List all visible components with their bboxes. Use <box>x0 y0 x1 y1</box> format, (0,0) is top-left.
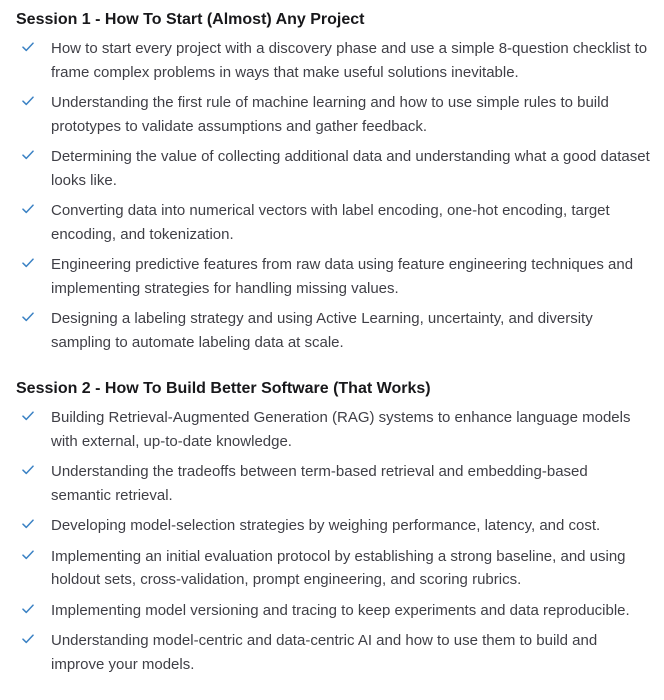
list-item-text: Designing a labeling strategy and using Active Learning, uncertainty, and diversity sampling to automate labeling data at scale. <box>51 310 593 351</box>
session-1 <box>16 8 650 354</box>
list-item <box>16 253 650 300</box>
list-item-text: Determining the value of collecting additional data and understanding what a good dataset looks like. <box>51 148 650 189</box>
list-item <box>16 91 650 138</box>
list-item-text: Understanding the first rule of machine learning and how to use simple rules to build prototypes to validate assumptions and gather feedback. <box>51 94 609 135</box>
check-icon <box>22 461 36 481</box>
check-icon <box>22 38 36 58</box>
session-item-list <box>16 406 650 676</box>
list-item <box>16 545 650 592</box>
list-item <box>16 599 650 623</box>
list-item-text: Developing model-selection strategies by weighing performance, latency, and cost. <box>51 517 601 534</box>
session-title: Session 2 - How To Build Better Software (That Works) <box>16 380 431 397</box>
list-item-text: Implementing an initial evaluation protocol by establishing a strong baseline, and using holdout sets, cross-validation, prompt engineering, and scoring rubrics. <box>51 547 626 588</box>
list-item <box>16 514 650 538</box>
list-item-text: Building Retrieval-Augmented Generation (RAG) systems to enhance language models with external, up-to-date knowledge. <box>51 409 631 450</box>
check-icon <box>22 146 36 166</box>
list-item-text: How to start every project with a discovery phase and use a simple 8-question checklist to frame complex problems in ways that make useful solutions inevitable. <box>51 40 648 81</box>
list-item <box>16 199 650 246</box>
check-icon <box>22 407 36 427</box>
check-icon <box>22 546 36 566</box>
check-icon <box>22 515 36 535</box>
session-item-list <box>16 37 650 354</box>
list-item <box>16 629 650 676</box>
session-2 <box>16 377 650 676</box>
list-item <box>16 37 650 84</box>
list-item-text: Engineering predictive features from raw data using feature engineering techniques and implementing strategies for handling missing values. <box>51 256 634 297</box>
check-icon <box>22 308 36 328</box>
list-item <box>16 460 650 507</box>
list-item <box>16 307 650 354</box>
list-item <box>16 406 650 453</box>
list-item-text: Implementing model versioning and tracing to keep experiments and data reproducible. <box>51 601 630 619</box>
check-icon <box>22 200 36 220</box>
check-icon <box>22 92 36 112</box>
check-icon <box>22 630 36 650</box>
check-icon <box>22 254 36 274</box>
check-icon <box>22 600 36 620</box>
list-item-text: Understanding the tradeoffs between term-based retrieval and embedding-based semantic retrieval. <box>51 463 588 504</box>
session-title: Session 1 - How To Start (Almost) Any Project <box>16 11 365 28</box>
list-item <box>16 145 650 192</box>
list-item-text: Understanding model-centric and data-centric AI and how to use them to build and improve your models. <box>51 632 598 673</box>
list-item-text: Converting data into numerical vectors with label encoding, one-hot encoding, target encoding, and tokenization. <box>51 202 610 243</box>
